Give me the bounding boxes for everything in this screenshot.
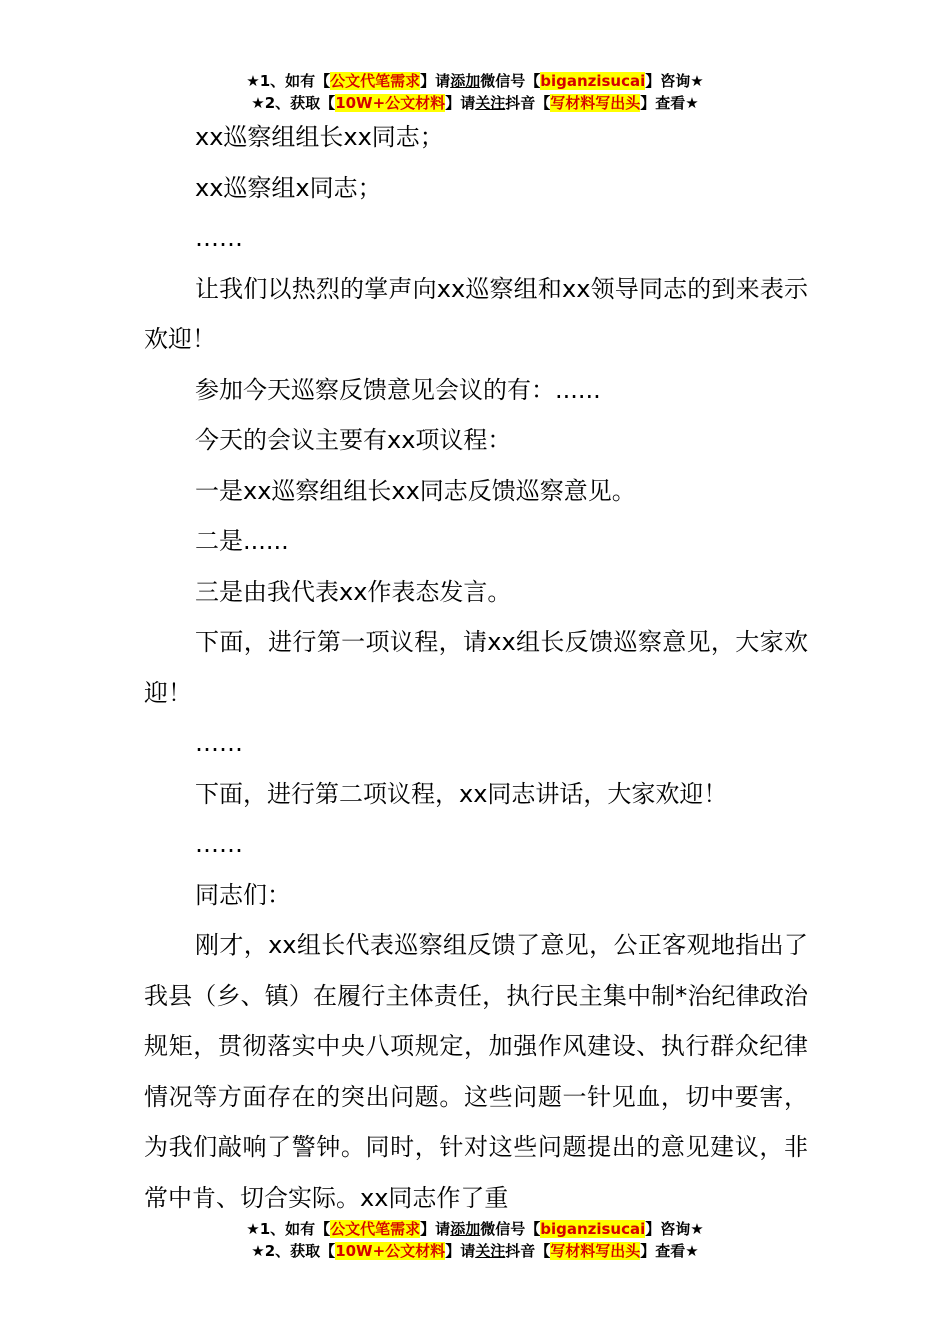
header-banner-line-2 [0,92,950,114]
banner-underlined: 添加 [450,1220,481,1238]
banner-text: 】咨询★ [645,1220,704,1238]
paragraph: …… [195,224,243,252]
paragraph: 一是xx巡察组组长xx同志反馈巡察意见。 [195,476,636,505]
paragraph: 刚才，xx组长代表巡察组反馈了意见，公正客观地指出了我县（乡、镇）在履行主体责任，执行民主集中制*治纪律政治规矩，贯彻落实中央八项规定，加强作风建设、执行群众纪律情况等方面存在的突出问题。这些问题一针见血，切中要害，为我们敲响了警钟。同时，针对这些问题提出的意见建议，非常中肯、切合实际。xx同志作了重 [144,931,808,1212]
header-banner [0,70,950,114]
paragraph: 今天的会议主要有xx项议程： [195,426,512,454]
banner-text: 】请 [445,1242,476,1260]
banner-text: 】咨询★ [645,72,704,90]
paragraph: xx巡察组组长xx同志； [195,123,444,151]
paragraph: 三是由我代表xx作表态发言。 [195,577,512,606]
banner-text: 】查看★ [640,1242,699,1260]
banner-text: ★2、获取【 [251,94,336,112]
banner-text: 】查看★ [640,94,699,112]
footer-banner [0,1218,950,1262]
banner-highlight: 10W+公文材料 [335,94,446,112]
banner-text: 抖音【 [505,94,551,112]
banner-highlight: biganzisucai [540,1220,646,1238]
banner-text: ★1、如有【 [246,72,331,90]
paragraph: …… [195,830,243,858]
paragraph: 参加今天巡察反馈意见会议的有：...... [195,375,601,404]
banner-text: ★1、如有【 [246,1220,331,1238]
banner-highlight: 公文代笔需求 [330,1220,421,1238]
banner-text: 】请 [445,94,476,112]
header-banner-line-1 [0,70,950,92]
banner-highlight: 写材料写出头 [550,94,641,112]
paragraph: 下面，进行第一项议程，请xx组长反馈巡察意见，大家欢迎！ [144,628,808,707]
paragraph: 让我们以热烈的掌声向xx巡察组和xx领导同志的到来表示欢迎！ [144,274,808,353]
banner-text: 微信号【 [480,1220,541,1238]
footer-banner-line-2 [0,1240,950,1262]
paragraph: 同志们： [195,880,291,909]
banner-text: ★2、获取【 [251,1242,336,1260]
banner-highlight: 10W+公文材料 [335,1242,446,1260]
banner-underlined: 添加 [450,72,481,90]
paragraph: …… [195,729,243,757]
banner-text: 】请 [420,1220,451,1238]
banner-highlight: 公文代笔需求 [330,72,421,90]
banner-underlined: 关注 [475,94,506,112]
banner-highlight: biganzisucai [540,72,646,90]
document-body [144,112,808,1223]
footer-banner-line-1 [0,1218,950,1240]
banner-highlight: 写材料写出头 [550,1242,641,1260]
paragraph: 下面，进行第二项议程，xx同志讲话，大家欢迎！ [195,779,728,808]
banner-text: 】请 [420,72,451,90]
banner-underlined: 关注 [475,1242,506,1260]
paragraph: 二是...... [195,527,289,555]
banner-text: 微信号【 [480,72,541,90]
banner-text: 抖音【 [505,1242,551,1260]
paragraph: xx巡察组x同志； [195,173,382,202]
